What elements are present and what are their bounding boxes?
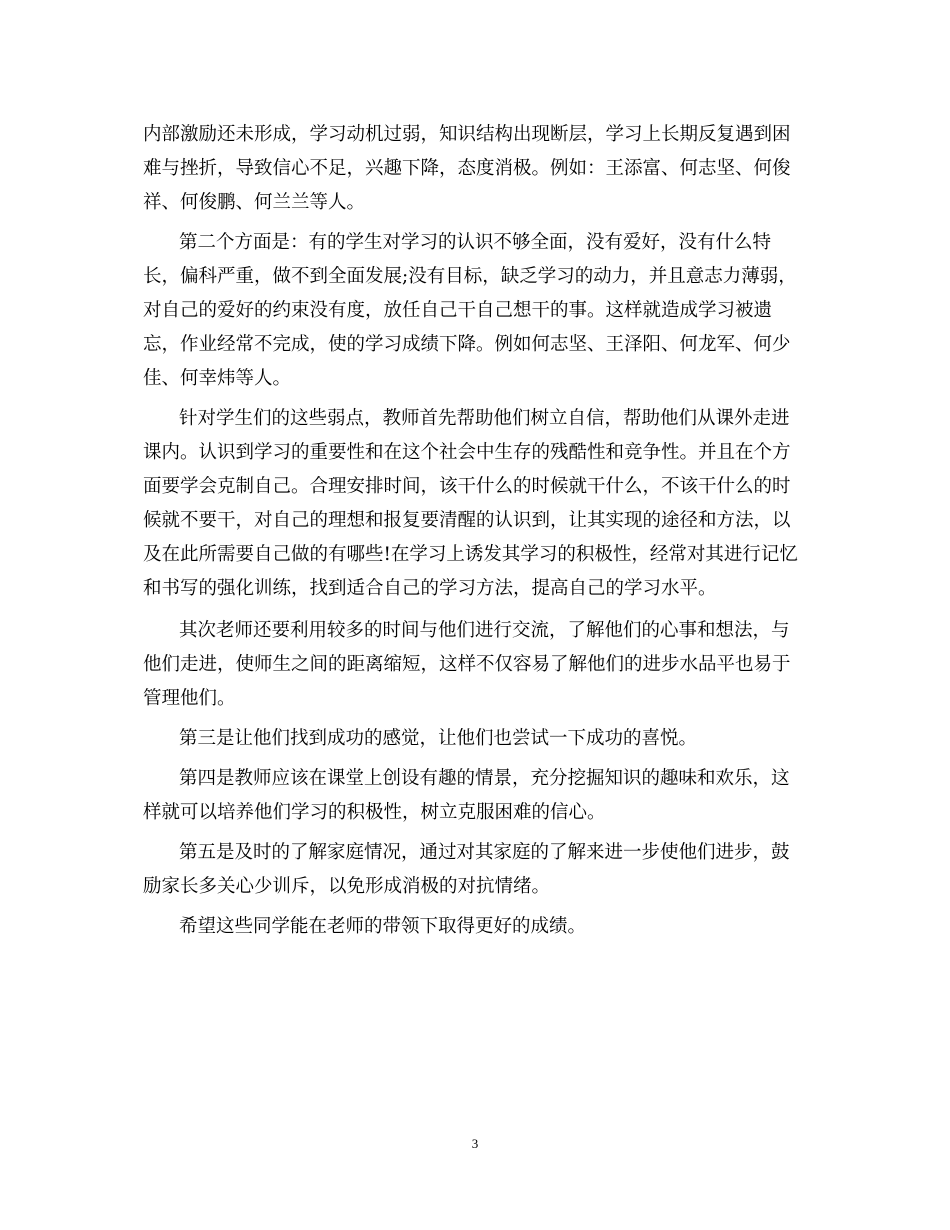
paragraph-line: 样就可以培养他们学习的积极性，树立克服困难的信心。 — [143, 802, 606, 823]
paragraph-line: 第三是让他们找到成功的感觉，让他们也尝试一下成功的喜悦。 — [179, 728, 698, 749]
paragraph-line: 第四是教师应该在课堂上创设有趣的情景，充分挖掘知识的趣味和欢乐，这 — [179, 768, 790, 789]
paragraph-line: 内部激励还未形成，学习动机过弱，知识结构出现断层，学习上长期反复遇到困 — [143, 124, 791, 145]
paragraph-line: 候就不要干，对自己的理想和报复要清醒的认识到，让其实现的途径和方法，以 — [143, 510, 791, 531]
paragraph-line: 祥、何俊鹏、何兰兰等人。 — [143, 192, 366, 213]
paragraph-line: 第五是及时的了解家庭情况，通过对其家庭的了解来进一步使他们进步，鼓 — [179, 842, 790, 863]
paragraph-line: 和书写的强化训练，找到适合自己的学习方法，提高自己的学习水平。 — [143, 578, 717, 599]
paragraph-line: 第二个方面是：有的学生对学习的认识不够全面，没有爱好，没有什么特 — [179, 232, 772, 253]
paragraph-line: 佳、何幸炜等人。 — [143, 368, 292, 389]
paragraph-line: 面要学会克制自己。合理安排时间，该干什么的时候就干什么，不该干什么的时 — [143, 476, 791, 497]
paragraph-line: 励家长多关心少训斥，以免形成消极的对抗情绪。 — [143, 876, 551, 897]
paragraph-line: 他们走进，使师生之间的距离缩短，这样不仅容易了解他们的进步水品平也易于 — [143, 654, 791, 675]
paragraph-line: 对自己的爱好的约束没有度，放任自己干自己想干的事。这样就造成学习被遗 — [143, 300, 773, 321]
paragraph-line: 难与挫折，导致信心不足，兴趣下降，态度消极。例如：王添富、何志坚、何俊 — [143, 158, 791, 179]
paragraph-line: 忘，作业经常不完成，使的学习成绩下降。例如何志坚、王泽阳、何龙军、何少 — [143, 334, 791, 355]
page-number: 3 — [471, 1136, 479, 1151]
paragraph-line: 其次老师还要利用较多的时间与他们进行交流，了解他们的心事和想法，与 — [179, 620, 790, 641]
paragraph-line: 希望这些同学能在老师的带领下取得更好的成绩。 — [179, 916, 587, 937]
paragraph-line: 针对学生们的这些弱点，教师首先帮助他们树立自信，帮助他们从课外走进 — [179, 408, 790, 429]
paragraph-line: 管理他们。 — [143, 688, 236, 709]
paragraph-line: 课内。认识到学习的重要性和在这个社会中生存的残酷性和竞争性。并且在个方 — [143, 442, 791, 463]
paragraph-line: 长，偏科严重，做不到全面发展;没有目标，缺乏学习的动力，并且意志力薄弱， — [143, 266, 797, 287]
paragraph-line: 及在此所需要自己做的有哪些!在学习上诱发其学习的积极性，经常对其进行记忆 — [143, 544, 798, 565]
